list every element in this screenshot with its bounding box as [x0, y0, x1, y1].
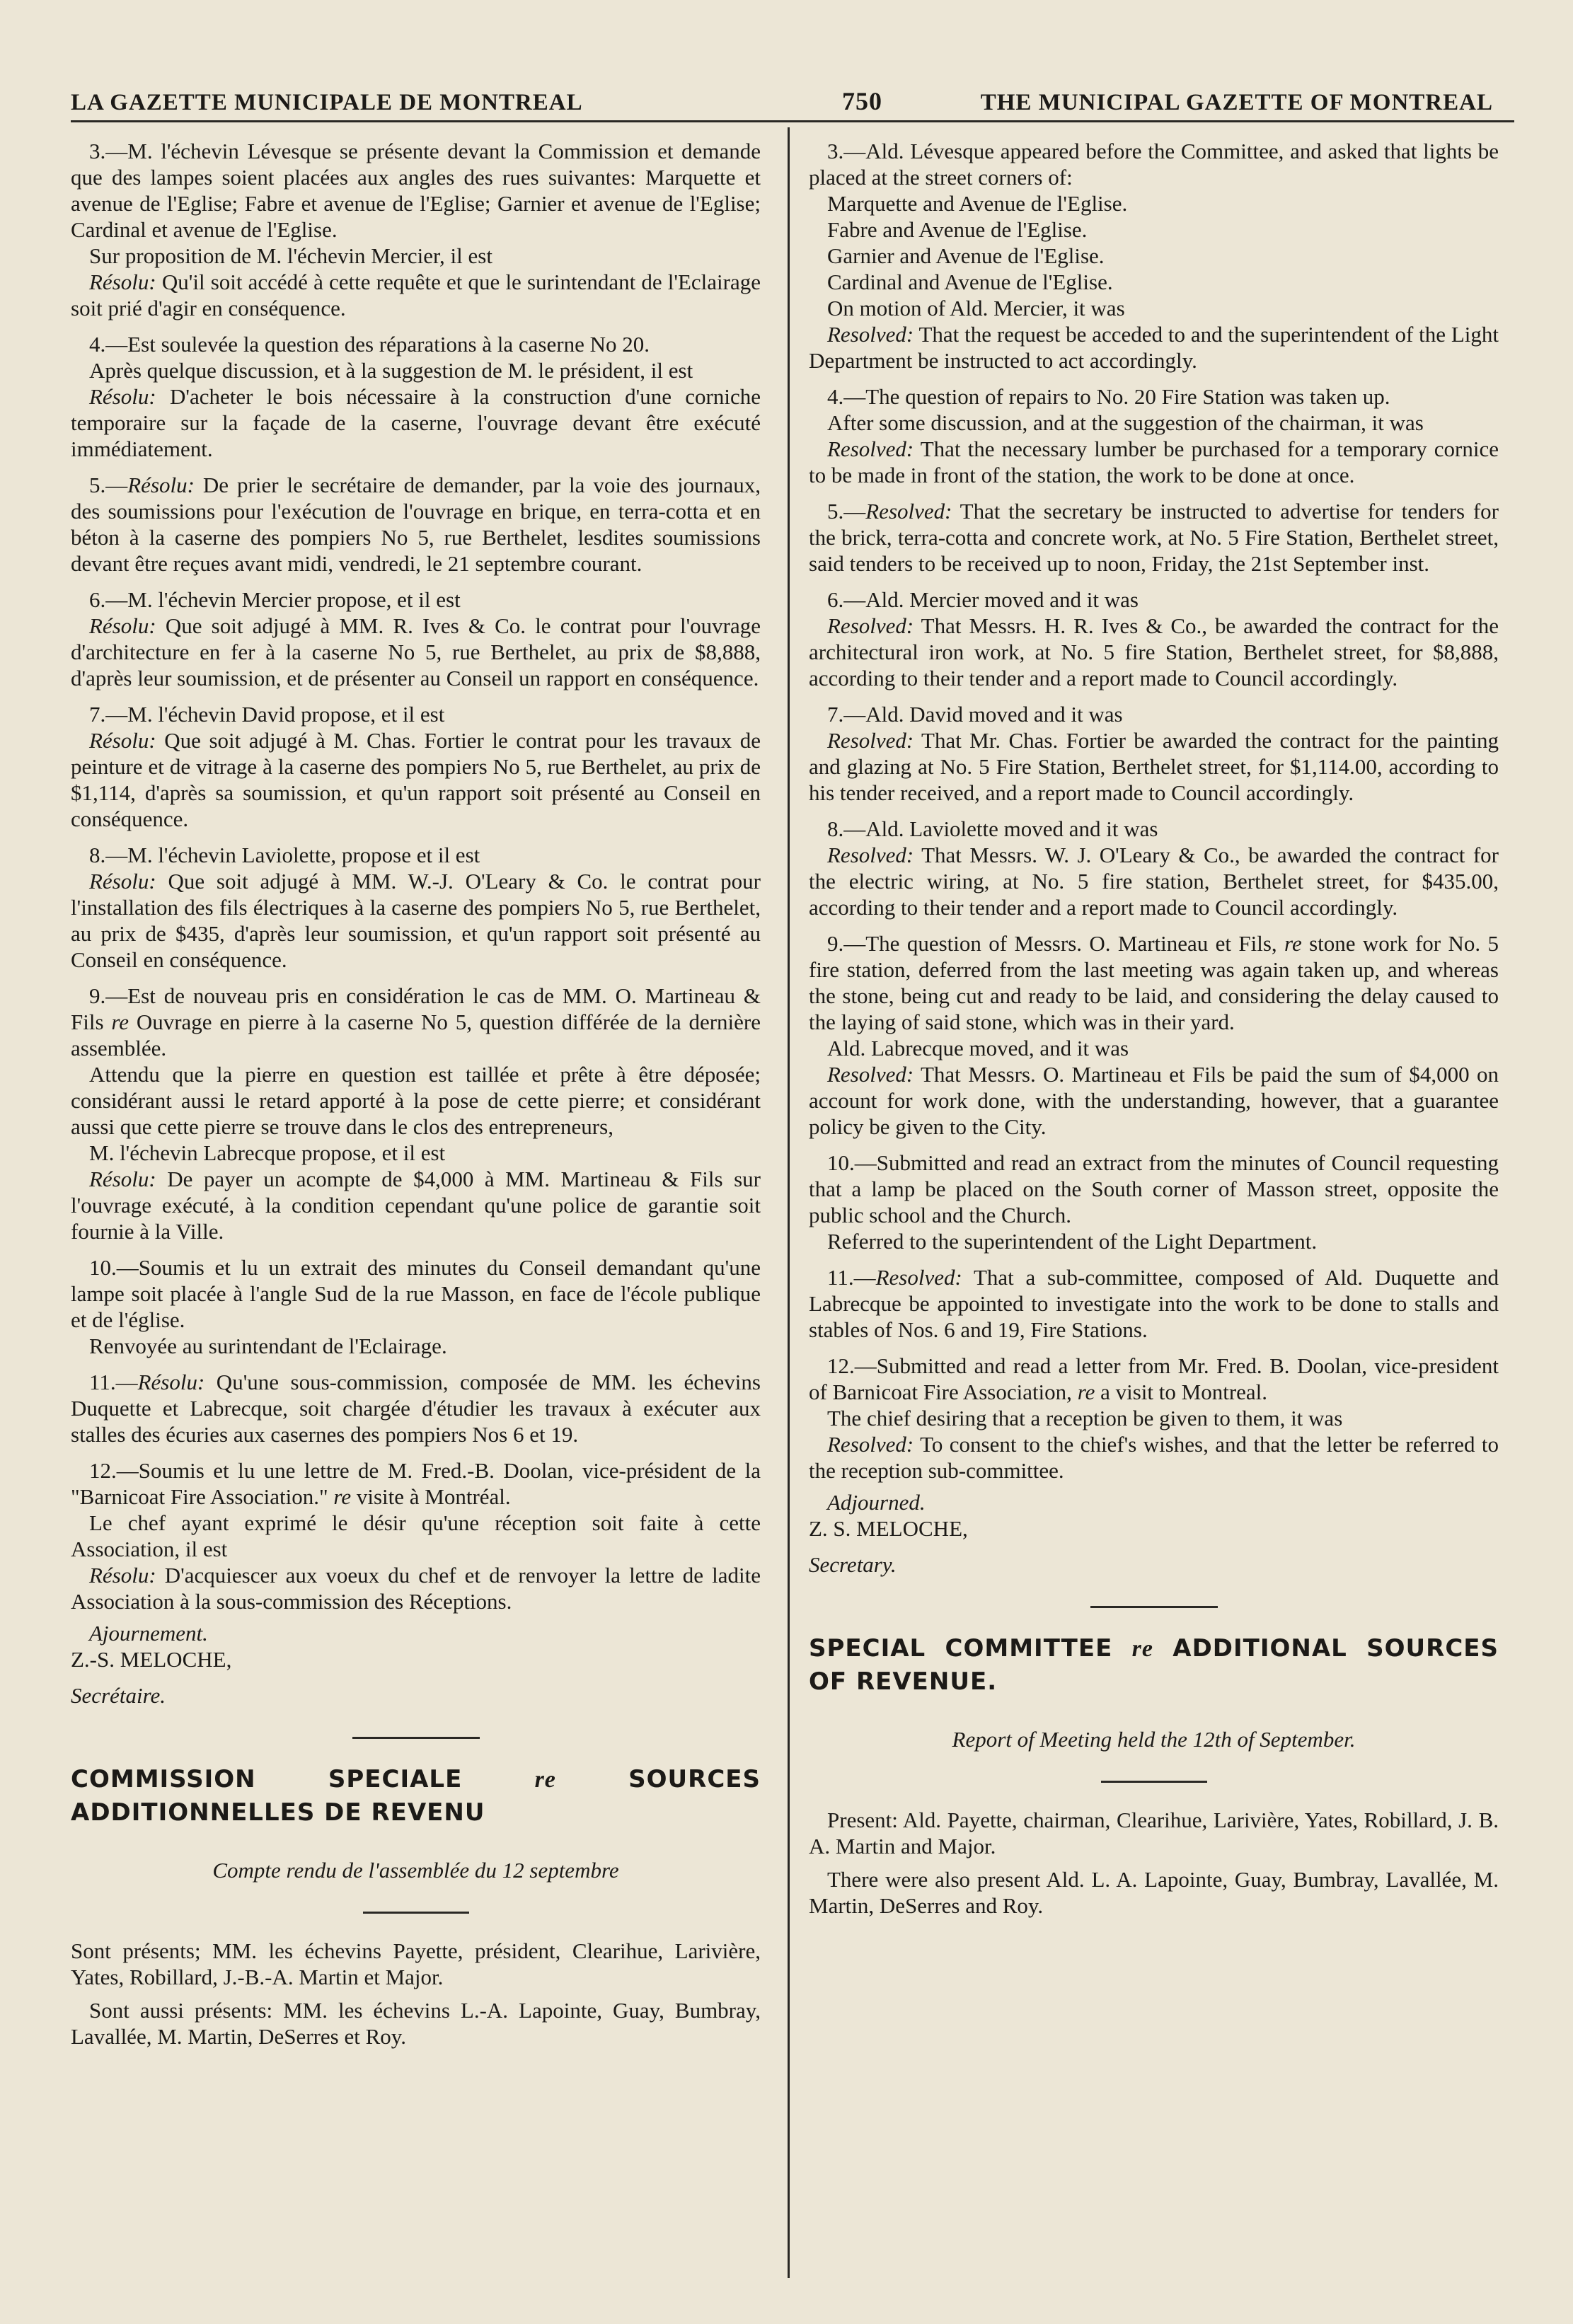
en-adjournment: Adjourned. [827, 1490, 926, 1515]
fr-signature-name: Z.-S. MELOCHE, [71, 1647, 232, 1672]
fr-item-7: 7.—M. l'échevin David propose, et il est [89, 702, 445, 727]
fr-present: Sont présents; MM. les échevins Payette, président, Clearihue, Larivière, Yates, Robillard, J.-B.-A. Martin et Major. [71, 1938, 761, 1989]
french-column [71, 138, 761, 2059]
en-item-5: 5.—Resolved: That the secretary be instructed to advertise for tenders for the brick, terra-cotta and concrete work, at No. 5 Fire Station, Berthelet street, said tenders to be received up to noon, Friday, the 21st September inst. [809, 499, 1499, 576]
en-present: Present: Ald. Payette, chairman, Clearihue, Larivière, Yates, Robillard, J. B. A. Martin and Major. [809, 1808, 1499, 1858]
en-item-8: 8.—Ald. Laviolette moved and it was [827, 816, 1158, 841]
fr-section-rule [352, 1737, 480, 1739]
fr-item-3-motion: Sur proposition de M. l'échevin Mercier, il est [89, 243, 492, 268]
fr-item-6: 6.—M. l'échevin Mercier propose, et il est [89, 587, 461, 612]
fr-item-5: 5.—Résolu: De prier le secrétaire de demander, par la voie des journaux, des soumissions pour l'exécution de l'ouvrage en brique, en terra-cotta et en béton à la caserne des pompiers No 5, rue Berthelet, lesdites soumissions devant être reçues avant midi, vendredi, le 21 septembre courant. [71, 473, 761, 576]
en-report-rule [1101, 1781, 1207, 1783]
fr-item-4-resolution: Résolu: D'acheter le bois nécessaire à la construction d'une corniche temporaire sur la façade de la caserne, l'ouvrage devant être exécuté immédiatement. [71, 384, 761, 461]
fr-item-4-discussion: Après quelque discussion, et à la suggestion de M. le président, il est [89, 358, 693, 383]
fr-item-9-resolution: Résolu: De payer un acompte de $4,000 à MM. Martineau & Fils sur l'ouvrage exécuté, à la condition cependant qu'une police de garantie soit fournie à la Ville. [71, 1167, 761, 1244]
fr-item-9-whereas: Attendu que la pierre en question est taillée et prête à être déposée; considérant aussi le retard apporté à la pose de cette pierre; et considérant aussi que cette pierre se trouve dans le clos des entrepreneurs, [71, 1062, 761, 1139]
fr-section-title: COMMISSION SPECIALE re SOURCES ADDITIONNELLES DE REVENU [71, 1765, 761, 1827]
en-item-12-chief: The chief desiring that a reception be given to them, it was [827, 1406, 1343, 1430]
header-rule [71, 120, 1514, 122]
page-header [71, 72, 1493, 122]
en-item-8-resolution: Resolved: That Messrs. W. J. O'Leary & Co., be awarded the contract for the electric wiring, at No. 5 fire station, Berthelet street, for $435.00, according to their tender and a report made to Council accordingly. [809, 843, 1499, 920]
fr-item-7-resolution: Résolu: Que soit adjugé à M. Chas. Fortier le contrat pour les travaux de peinture et de vitrage à la caserne des pompiers No 5, rue Berthelet, au prix de $1,114, d'après sa soumission, et qu'un rapport soit présenté au Conseil en conséquence. [71, 728, 761, 831]
en-section-rule [1090, 1606, 1218, 1608]
en-item-12-resolution: Resolved: To consent to the chief's wishes, and that the letter be referred to the reception sub-committee. [809, 1432, 1499, 1483]
en-item-4-resolution: Resolved: That the necessary lumber be purchased for a temporary cornice to be made in front of the station, the work to be done at once. [809, 437, 1499, 487]
english-column [809, 138, 1499, 1929]
en-item-4-discussion: After some discussion, and at the suggestion of the chairman, it was [827, 410, 1424, 435]
fr-signature-title: Secrétaire. [71, 1683, 166, 1708]
fr-item-10: 10.—Soumis et lu un extrait des minutes du Conseil demandant qu'une lampe soit placée à l'angle Sud de la rue Masson, en face de l'école publique et de l'église. [71, 1255, 761, 1332]
fr-also-present: Sont aussi présents: MM. les échevins L.-A. Lapointe, Guay, Bumbray, Lavallée, M. Martin, DeSerres et Roy. [71, 1998, 761, 2049]
en-item-7: 7.—Ald. David moved and it was [827, 702, 1123, 727]
en-item-3-resolution: Resolved: That the request be acceded to and the superintendent of the Light Department be instructed to act accordingly. [809, 322, 1499, 373]
fr-item-3-resolution: Résolu: Qu'il soit accédé à cette requête et que le surintendant de l'Eclairage soit prié d'agir en conséquence. [71, 270, 761, 320]
fr-adjournment: Ajournement. [89, 1621, 208, 1646]
en-item-9: 9.—The question of Messrs. O. Martineau et Fils, re stone work for No. 5 fire station, deferred from the last meeting was again taken up, and whereas the stone, being cut and ready to be laid, and considering the delay caused to the laying of said stone, which was in their yard. [809, 931, 1499, 1034]
fr-item-10-referral: Renvoyée au surintendant de l'Eclairage. [89, 1334, 447, 1358]
column-divider [788, 127, 790, 2278]
en-item-9-motion: Ald. Labrecque moved, and it was [827, 1036, 1129, 1060]
en-item-6-resolution: Resolved: That Messrs. H. R. Ives & Co., be awarded the contract for the architectural iron work, at No. 5 fire Station, Berthelet street, for $8,888, according to their tender and a report made to Council accordingly. [809, 613, 1499, 690]
en-corner-2: Fabre and Avenue de l'Eglise. [827, 217, 1088, 242]
fr-item-9-motion: M. l'échevin Labrecque propose, et il est [89, 1140, 446, 1165]
en-signature-title: Secretary. [809, 1552, 897, 1577]
en-item-10-referral: Referred to the superintendent of the Light Department. [827, 1229, 1318, 1254]
en-item-3-motion: On motion of Ald. Mercier, it was [827, 296, 1125, 320]
en-corner-3: Garnier and Avenue de l'Eglise. [827, 243, 1105, 268]
fr-item-12-chief: Le chef ayant exprimé le désir qu'une réception soit faite à cette Association, il est [71, 1510, 761, 1561]
en-signature-name: Z. S. MELOCHE, [809, 1516, 968, 1541]
en-item-6: 6.—Ald. Mercier moved and it was [827, 587, 1139, 612]
en-report-subtitle: Report of Meeting held the 12th of September. [952, 1727, 1356, 1752]
fr-item-11: 11.—Résolu: Qu'une sous-commission, composée de MM. les échevins Duquette et Labrecque, soit chargée d'étudier les travaux à exécuter aux stalles des écuries aux casernes des pompiers Nos 6 et 19. [71, 1370, 761, 1447]
header-english-title: THE MUNICIPAL GAZETTE OF MONTREAL [980, 90, 1493, 115]
page-number: 750 [842, 87, 882, 115]
fr-item-8-resolution: Résolu: Que soit adjugé à MM. W.-J. O'Leary & Co. le contrat pour l'installation des fils électriques à la caserne des pompiers No 5, rue Berthelet, au prix de $435, d'après leur soumission, et qu'un rapport soit présenté au Conseil en conséquence. [71, 869, 761, 972]
fr-report-rule [363, 1912, 469, 1914]
en-item-4: 4.—The question of repairs to No. 20 Fire Station was taken up. [827, 384, 1390, 409]
en-item-12: 12.—Submitted and read a letter from Mr. Fred. B. Doolan, vice-president of Barnicoat Fire Association, re a visit to Montreal. [809, 1353, 1499, 1404]
header-french-title: LA GAZETTE MUNICIPALE DE MONTREAL [71, 90, 583, 115]
en-also-present: There were also present Ald. L. A. Lapointe, Guay, Bumbray, Lavallée, M. Martin, DeSerres and Roy. [809, 1867, 1499, 1918]
en-item-7-resolution: Resolved: That Mr. Chas. Fortier be awarded the contract for the painting and glazing at No. 5 Fire Station, Berthelet street, for $1,114.00, according to his tender received, and a report made to Council accordingly. [809, 728, 1499, 805]
fr-item-4: 4.—Est soulevée la question des réparations à la caserne No 20. [89, 332, 650, 357]
fr-item-9: 9.—Est de nouveau pris en considération le cas de MM. O. Martineau & Fils re Ouvrage en pierre à la caserne No 5, question différée de la dernière assemblée. [71, 983, 761, 1060]
fr-item-8: 8.—M. l'échevin Laviolette, propose et il est [89, 843, 480, 867]
en-item-3: 3.—Ald. Lévesque appeared before the Committee, and asked that lights be placed at the street corners of: [809, 139, 1499, 190]
fr-item-12-resolution: Résolu: D'acquiescer aux voeux du chef et de renvoyer la lettre de ladite Association à la sous-commission des Réceptions. [71, 1563, 761, 1614]
en-item-10: 10.—Submitted and read an extract from the minutes of Council requesting that a lamp be placed on the South corner of Masson street, opposite the public school and the Church. [809, 1150, 1499, 1227]
en-section-title: SPECIAL COMMITTEE re ADDITIONAL SOURCES OF REVENUE. [809, 1634, 1499, 1696]
en-corner-1: Marquette and Avenue de l'Eglise. [827, 191, 1128, 216]
en-item-11: 11.—Resolved: That a sub-committee, composed of Ald. Duquette and Labrecque be appointed to investigate into the work to be done to stalls and stables of Nos. 6 and 19, Fire Stations. [809, 1265, 1499, 1342]
fr-item-12: 12.—Soumis et lu une lettre de M. Fred.-B. Doolan, vice-président de la "Barnicoat Fire Association." re visite à Montréal. [71, 1458, 761, 1509]
fr-report-subtitle: Compte rendu de l'assemblée du 12 septembre [212, 1858, 619, 1883]
en-corner-4: Cardinal and Avenue de l'Eglise. [827, 270, 1113, 294]
fr-item-3: 3.—M. l'échevin Lévesque se présente devant la Commission et demande que des lampes soient placées aux angles des rues suivantes: Marquette et avenue de l'Eglise; Fabre et avenue de l'Eglise; Garnier et avenue de l'Eglise; Cardinal et avenue de l'Eglise. [71, 139, 761, 242]
en-item-9-resolution: Resolved: That Messrs. O. Martineau et Fils be paid the sum of $4,000 on account for work done, with the understanding, however, that a guarantee policy be given to the City. [809, 1062, 1499, 1139]
fr-item-6-resolution: Résolu: Que soit adjugé à MM. R. Ives & Co. le contrat pour l'ouvrage d'architecture en fer à la caserne No 5, rue Berthelet, au prix de $8,888, d'après leur soumission, et de présenter au Conseil un rapport en conséquence. [71, 613, 761, 690]
